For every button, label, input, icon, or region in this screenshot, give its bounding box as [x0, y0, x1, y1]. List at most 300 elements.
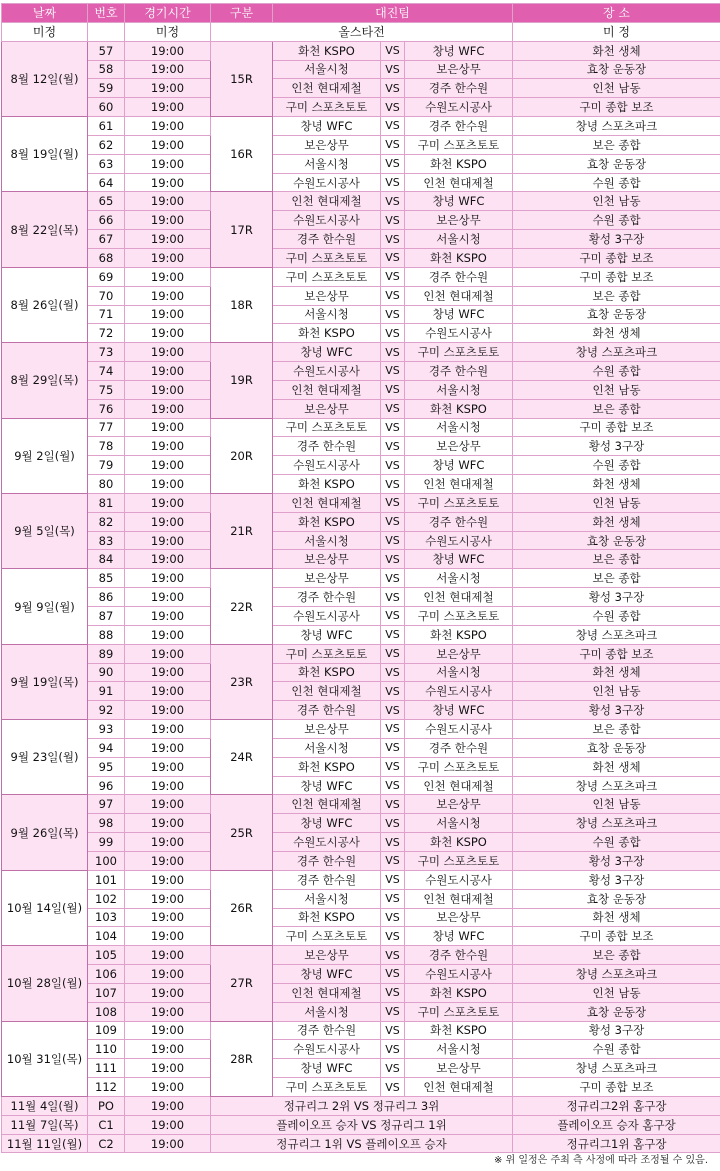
match-number: 91 — [88, 682, 125, 701]
match-number: 87 — [88, 607, 125, 626]
home-team: 창녕 WFC — [273, 625, 381, 644]
match-row — [2, 983, 720, 1002]
match-venue: 구미 종합 보조 — [513, 248, 720, 267]
away-team: 보은상무 — [405, 795, 513, 814]
match-number: 77 — [88, 418, 125, 437]
away-team: 구미 스포츠토토 — [405, 1002, 513, 1021]
vs-label: VS — [381, 889, 405, 908]
away-team: 인천 현대제철 — [405, 588, 513, 607]
allstar-row — [2, 22, 720, 41]
match-time: 19:00 — [125, 286, 211, 305]
home-team: 화천 KSPO — [273, 41, 381, 60]
vs-label: VS — [381, 117, 405, 136]
postseason-matchup: 정규리그 1위 VS 플레이오프 승자 — [211, 1134, 513, 1153]
match-row — [2, 380, 720, 399]
home-team: 화천 KSPO — [273, 757, 381, 776]
vs-label: VS — [381, 663, 405, 682]
match-row — [2, 1021, 720, 1040]
match-number: 95 — [88, 757, 125, 776]
match-date: 8월 12일(월) — [2, 41, 88, 116]
away-team: 서울시청 — [405, 230, 513, 249]
allstar-title: 올스타전 — [211, 22, 513, 41]
match-number: 65 — [88, 192, 125, 211]
match-venue: 보은 종합 — [513, 720, 720, 739]
home-team: 구미 스포츠토토 — [273, 98, 381, 117]
match-number: 88 — [88, 625, 125, 644]
vs-label: VS — [381, 286, 405, 305]
home-team: 보은상무 — [273, 550, 381, 569]
home-team: 서울시청 — [273, 738, 381, 757]
vs-label: VS — [381, 625, 405, 644]
match-row — [2, 79, 720, 98]
match-number: 96 — [88, 776, 125, 795]
away-team: 경주 한수원 — [405, 117, 513, 136]
away-team: 창녕 WFC — [405, 550, 513, 569]
match-time: 19:00 — [125, 889, 211, 908]
match-venue: 효창 운동장 — [513, 889, 720, 908]
match-venue: 보은 종합 — [513, 399, 720, 418]
vs-label: VS — [381, 1021, 405, 1040]
postseason-row — [2, 1115, 720, 1134]
match-number: 82 — [88, 512, 125, 531]
home-team: 보은상무 — [273, 569, 381, 588]
round-label: 19R — [211, 343, 273, 418]
vs-label: VS — [381, 41, 405, 60]
match-time: 19:00 — [125, 550, 211, 569]
vs-label: VS — [381, 154, 405, 173]
match-date: 8월 22일(목) — [2, 192, 88, 267]
match-venue: 인천 남동 — [513, 795, 720, 814]
match-row — [2, 795, 720, 814]
match-row — [2, 362, 720, 381]
match-row — [2, 644, 720, 663]
round-label: 21R — [211, 493, 273, 568]
home-team: 창녕 WFC — [273, 343, 381, 362]
match-time: 19:00 — [125, 98, 211, 117]
match-row — [2, 456, 720, 475]
home-team: 구미 스포츠토토 — [273, 1078, 381, 1097]
away-team: 구미 스포츠토토 — [405, 343, 513, 362]
vs-label: VS — [381, 267, 405, 286]
match-time: 19:00 — [125, 324, 211, 343]
match-number: 90 — [88, 663, 125, 682]
match-time: 19:00 — [125, 833, 211, 852]
away-team: 서울시청 — [405, 569, 513, 588]
away-team: 인천 현대제철 — [405, 475, 513, 494]
match-date: 9월 9일(월) — [2, 569, 88, 644]
match-venue: 인천 남동 — [513, 983, 720, 1002]
match-row — [2, 569, 720, 588]
vs-label: VS — [381, 98, 405, 117]
match-time: 19:00 — [125, 531, 211, 550]
postseason-matchup: 정규리그 2위 VS 정규리그 3위 — [211, 1096, 513, 1115]
away-team: 보은상무 — [405, 908, 513, 927]
away-team: 경주 한수원 — [405, 362, 513, 381]
home-team: 경주 한수원 — [273, 701, 381, 720]
match-venue: 수원 종합 — [513, 607, 720, 626]
match-row — [2, 757, 720, 776]
vs-label: VS — [381, 1040, 405, 1059]
header-round: 구분 — [211, 4, 273, 23]
match-time: 19:00 — [125, 362, 211, 381]
away-team: 인천 현대제철 — [405, 776, 513, 795]
match-row — [2, 1040, 720, 1059]
match-row — [2, 1078, 720, 1097]
match-venue: 황성 3구장 — [513, 851, 720, 870]
round-label: 26R — [211, 870, 273, 945]
match-venue: 창녕 스포츠파크 — [513, 776, 720, 795]
away-team: 창녕 WFC — [405, 456, 513, 475]
match-number: 79 — [88, 456, 125, 475]
match-number: 99 — [88, 833, 125, 852]
match-number: 104 — [88, 927, 125, 946]
header-matchup: 대진팀 — [273, 4, 513, 23]
home-team: 창녕 WFC — [273, 776, 381, 795]
home-team: 수원도시공사 — [273, 833, 381, 852]
home-team: 화천 KSPO — [273, 324, 381, 343]
away-team: 인천 현대제철 — [405, 1078, 513, 1097]
away-team: 인천 현대제철 — [405, 889, 513, 908]
vs-label: VS — [381, 418, 405, 437]
match-venue: 화천 생체 — [513, 512, 720, 531]
match-venue: 효창 운동장 — [513, 1002, 720, 1021]
away-team: 창녕 WFC — [405, 41, 513, 60]
match-number: 100 — [88, 851, 125, 870]
match-venue: 창녕 스포츠파크 — [513, 965, 720, 984]
round-label: 15R — [211, 41, 273, 116]
match-number: 84 — [88, 550, 125, 569]
away-team: 수원도시공사 — [405, 870, 513, 889]
vs-label: VS — [381, 908, 405, 927]
match-venue: 인천 남동 — [513, 79, 720, 98]
postseason-number: C1 — [88, 1115, 125, 1134]
away-team: 서울시청 — [405, 814, 513, 833]
home-team: 서울시청 — [273, 305, 381, 324]
match-time: 19:00 — [125, 625, 211, 644]
away-team: 보은상무 — [405, 211, 513, 230]
match-time: 19:00 — [125, 927, 211, 946]
match-time: 19:00 — [125, 135, 211, 154]
match-time: 19:00 — [125, 738, 211, 757]
home-team: 구미 스포츠토토 — [273, 418, 381, 437]
postseason-time: 19:00 — [125, 1096, 211, 1115]
away-team: 경주 한수원 — [405, 946, 513, 965]
away-team: 경주 한수원 — [405, 738, 513, 757]
away-team: 구미 스포츠토토 — [405, 493, 513, 512]
vs-label: VS — [381, 682, 405, 701]
match-number: 105 — [88, 946, 125, 965]
away-team: 구미 스포츠토토 — [405, 851, 513, 870]
match-venue: 창녕 스포츠파크 — [513, 343, 720, 362]
allstar-date: 미정 — [2, 22, 88, 41]
vs-label: VS — [381, 757, 405, 776]
home-team: 인천 현대제철 — [273, 192, 381, 211]
vs-label: VS — [381, 380, 405, 399]
match-time: 19:00 — [125, 418, 211, 437]
home-team: 보은상무 — [273, 946, 381, 965]
match-number: 60 — [88, 98, 125, 117]
vs-label: VS — [381, 550, 405, 569]
match-number: 57 — [88, 41, 125, 60]
match-venue: 구미 종합 보조 — [513, 1078, 720, 1097]
match-venue: 황성 3구장 — [513, 588, 720, 607]
home-team: 경주 한수원 — [273, 1021, 381, 1040]
home-team: 구미 스포츠토토 — [273, 644, 381, 663]
match-number: 69 — [88, 267, 125, 286]
match-venue: 화천 생체 — [513, 663, 720, 682]
away-team: 수원도시공사 — [405, 720, 513, 739]
match-venue: 창녕 스포츠파크 — [513, 117, 720, 136]
match-number: 61 — [88, 117, 125, 136]
match-number: 63 — [88, 154, 125, 173]
match-row — [2, 211, 720, 230]
round-label: 24R — [211, 720, 273, 795]
match-venue: 구미 종합 보조 — [513, 267, 720, 286]
home-team: 서울시청 — [273, 531, 381, 550]
match-time: 19:00 — [125, 173, 211, 192]
match-time: 19:00 — [125, 512, 211, 531]
vs-label: VS — [381, 135, 405, 154]
vs-label: VS — [381, 776, 405, 795]
match-number: 103 — [88, 908, 125, 927]
away-team: 인천 현대제철 — [405, 173, 513, 192]
match-row — [2, 908, 720, 927]
match-venue: 구미 종합 보조 — [513, 418, 720, 437]
match-date: 9월 19일(목) — [2, 644, 88, 719]
away-team: 보은상무 — [405, 437, 513, 456]
match-date: 8월 29일(목) — [2, 343, 88, 418]
match-venue: 보은 종합 — [513, 946, 720, 965]
match-number: 93 — [88, 720, 125, 739]
match-number: 85 — [88, 569, 125, 588]
postseason-date: 11월 7일(목) — [2, 1115, 88, 1134]
match-time: 19:00 — [125, 908, 211, 927]
postseason-date: 11월 4일(월) — [2, 1096, 88, 1115]
home-team: 구미 스포츠토토 — [273, 248, 381, 267]
postseason-time: 19:00 — [125, 1134, 211, 1153]
postseason-number: C2 — [88, 1134, 125, 1153]
vs-label: VS — [381, 795, 405, 814]
home-team: 화천 KSPO — [273, 512, 381, 531]
vs-label: VS — [381, 324, 405, 343]
match-row — [2, 60, 720, 79]
match-venue: 구미 종합 보조 — [513, 644, 720, 663]
allstar-time: 미정 — [125, 22, 211, 41]
vs-label: VS — [381, 79, 405, 98]
away-team: 인천 현대제철 — [405, 286, 513, 305]
header-venue: 장 소 — [513, 4, 720, 23]
match-row — [2, 286, 720, 305]
match-row — [2, 889, 720, 908]
match-time: 19:00 — [125, 795, 211, 814]
home-team: 보은상무 — [273, 135, 381, 154]
match-venue: 황성 3구장 — [513, 230, 720, 249]
match-number: 72 — [88, 324, 125, 343]
home-team: 창녕 WFC — [273, 965, 381, 984]
match-time: 19:00 — [125, 870, 211, 889]
match-number: 81 — [88, 493, 125, 512]
vs-label: VS — [381, 173, 405, 192]
round-label: 28R — [211, 1021, 273, 1096]
match-row — [2, 776, 720, 795]
home-team: 경주 한수원 — [273, 588, 381, 607]
match-number: 108 — [88, 1002, 125, 1021]
match-row — [2, 814, 720, 833]
match-date: 9월 5일(목) — [2, 493, 88, 568]
vs-label: VS — [381, 851, 405, 870]
vs-label: VS — [381, 870, 405, 889]
away-team: 창녕 WFC — [405, 927, 513, 946]
header-time: 경기시간 — [125, 4, 211, 23]
match-number: 71 — [88, 305, 125, 324]
vs-label: VS — [381, 192, 405, 211]
match-time: 19:00 — [125, 305, 211, 324]
vs-label: VS — [381, 644, 405, 663]
match-time: 19:00 — [125, 682, 211, 701]
match-number: 76 — [88, 399, 125, 418]
match-time: 19:00 — [125, 399, 211, 418]
match-row — [2, 418, 720, 437]
match-number: 89 — [88, 644, 125, 663]
away-team: 경주 한수원 — [405, 267, 513, 286]
match-time: 19:00 — [125, 1021, 211, 1040]
match-row — [2, 720, 720, 739]
match-time: 19:00 — [125, 267, 211, 286]
match-date: 8월 19일(월) — [2, 117, 88, 192]
match-row — [2, 343, 720, 362]
home-team: 구미 스포츠토토 — [273, 267, 381, 286]
match-venue: 황성 3구장 — [513, 870, 720, 889]
match-row — [2, 41, 720, 60]
match-time: 19:00 — [125, 569, 211, 588]
away-team: 창녕 WFC — [405, 305, 513, 324]
match-row — [2, 192, 720, 211]
home-team: 경주 한수원 — [273, 230, 381, 249]
match-row — [2, 682, 720, 701]
home-team: 인천 현대제철 — [273, 493, 381, 512]
home-team: 수원도시공사 — [273, 173, 381, 192]
home-team: 보은상무 — [273, 720, 381, 739]
match-number: 98 — [88, 814, 125, 833]
match-row — [2, 248, 720, 267]
home-team: 경주 한수원 — [273, 851, 381, 870]
away-team: 보은상무 — [405, 1059, 513, 1078]
home-team: 인천 현대제철 — [273, 380, 381, 399]
match-date: 8월 26일(월) — [2, 267, 88, 342]
match-row — [2, 399, 720, 418]
postseason-time: 19:00 — [125, 1115, 211, 1134]
home-team: 창녕 WFC — [273, 117, 381, 136]
match-row — [2, 324, 720, 343]
vs-label: VS — [381, 1059, 405, 1078]
home-team: 화천 KSPO — [273, 908, 381, 927]
allstar-number — [88, 22, 125, 41]
match-time: 19:00 — [125, 1078, 211, 1097]
match-date: 10월 28일(월) — [2, 946, 88, 1021]
away-team: 창녕 WFC — [405, 192, 513, 211]
match-number: 83 — [88, 531, 125, 550]
vs-label: VS — [381, 437, 405, 456]
match-row — [2, 531, 720, 550]
round-label: 16R — [211, 117, 273, 192]
match-number: 109 — [88, 1021, 125, 1040]
away-team: 수원도시공사 — [405, 531, 513, 550]
away-team: 서울시청 — [405, 380, 513, 399]
match-time: 19:00 — [125, 380, 211, 399]
home-team: 수원도시공사 — [273, 211, 381, 230]
match-number: 94 — [88, 738, 125, 757]
match-venue: 수원 종합 — [513, 456, 720, 475]
match-time: 19:00 — [125, 493, 211, 512]
away-team: 서울시청 — [405, 418, 513, 437]
match-venue: 화천 생체 — [513, 757, 720, 776]
round-label: 20R — [211, 418, 273, 493]
vs-label: VS — [381, 531, 405, 550]
away-team: 서울시청 — [405, 663, 513, 682]
match-number: 59 — [88, 79, 125, 98]
match-row — [2, 927, 720, 946]
round-label: 18R — [211, 267, 273, 342]
match-venue: 창녕 스포츠파크 — [513, 625, 720, 644]
vs-label: VS — [381, 927, 405, 946]
match-time: 19:00 — [125, 851, 211, 870]
vs-label: VS — [381, 211, 405, 230]
match-venue: 효창 운동장 — [513, 154, 720, 173]
match-time: 19:00 — [125, 456, 211, 475]
away-team: 서울시청 — [405, 1040, 513, 1059]
match-row — [2, 512, 720, 531]
match-time: 19:00 — [125, 154, 211, 173]
away-team: 창녕 WFC — [405, 701, 513, 720]
match-row — [2, 267, 720, 286]
match-time: 19:00 — [125, 1002, 211, 1021]
match-venue: 화천 생체 — [513, 41, 720, 60]
match-row — [2, 173, 720, 192]
match-number: 66 — [88, 211, 125, 230]
match-number: 97 — [88, 795, 125, 814]
vs-label: VS — [381, 60, 405, 79]
header-number: 번호 — [88, 4, 125, 23]
match-time: 19:00 — [125, 644, 211, 663]
match-venue: 화천 생체 — [513, 324, 720, 343]
away-team: 보은상무 — [405, 60, 513, 79]
home-team: 구미 스포츠토토 — [273, 927, 381, 946]
postseason-row — [2, 1096, 720, 1115]
vs-label: VS — [381, 946, 405, 965]
home-team: 경주 한수원 — [273, 870, 381, 889]
match-venue: 창녕 스포츠파크 — [513, 1059, 720, 1078]
home-team: 수원도시공사 — [273, 456, 381, 475]
vs-label: VS — [381, 343, 405, 362]
away-team: 화천 KSPO — [405, 154, 513, 173]
match-venue: 수원 종합 — [513, 833, 720, 852]
vs-label: VS — [381, 569, 405, 588]
match-row — [2, 117, 720, 136]
vs-label: VS — [381, 248, 405, 267]
match-venue: 화천 생체 — [513, 908, 720, 927]
home-team: 인천 현대제철 — [273, 79, 381, 98]
home-team: 수원도시공사 — [273, 1040, 381, 1059]
vs-label: VS — [381, 965, 405, 984]
match-time: 19:00 — [125, 588, 211, 607]
postseason-venue: 정규리그2위 홈구장 — [513, 1096, 720, 1115]
match-row — [2, 135, 720, 154]
away-team: 수원도시공사 — [405, 98, 513, 117]
match-number: 75 — [88, 380, 125, 399]
match-venue: 인천 남동 — [513, 192, 720, 211]
match-row — [2, 965, 720, 984]
match-row — [2, 98, 720, 117]
